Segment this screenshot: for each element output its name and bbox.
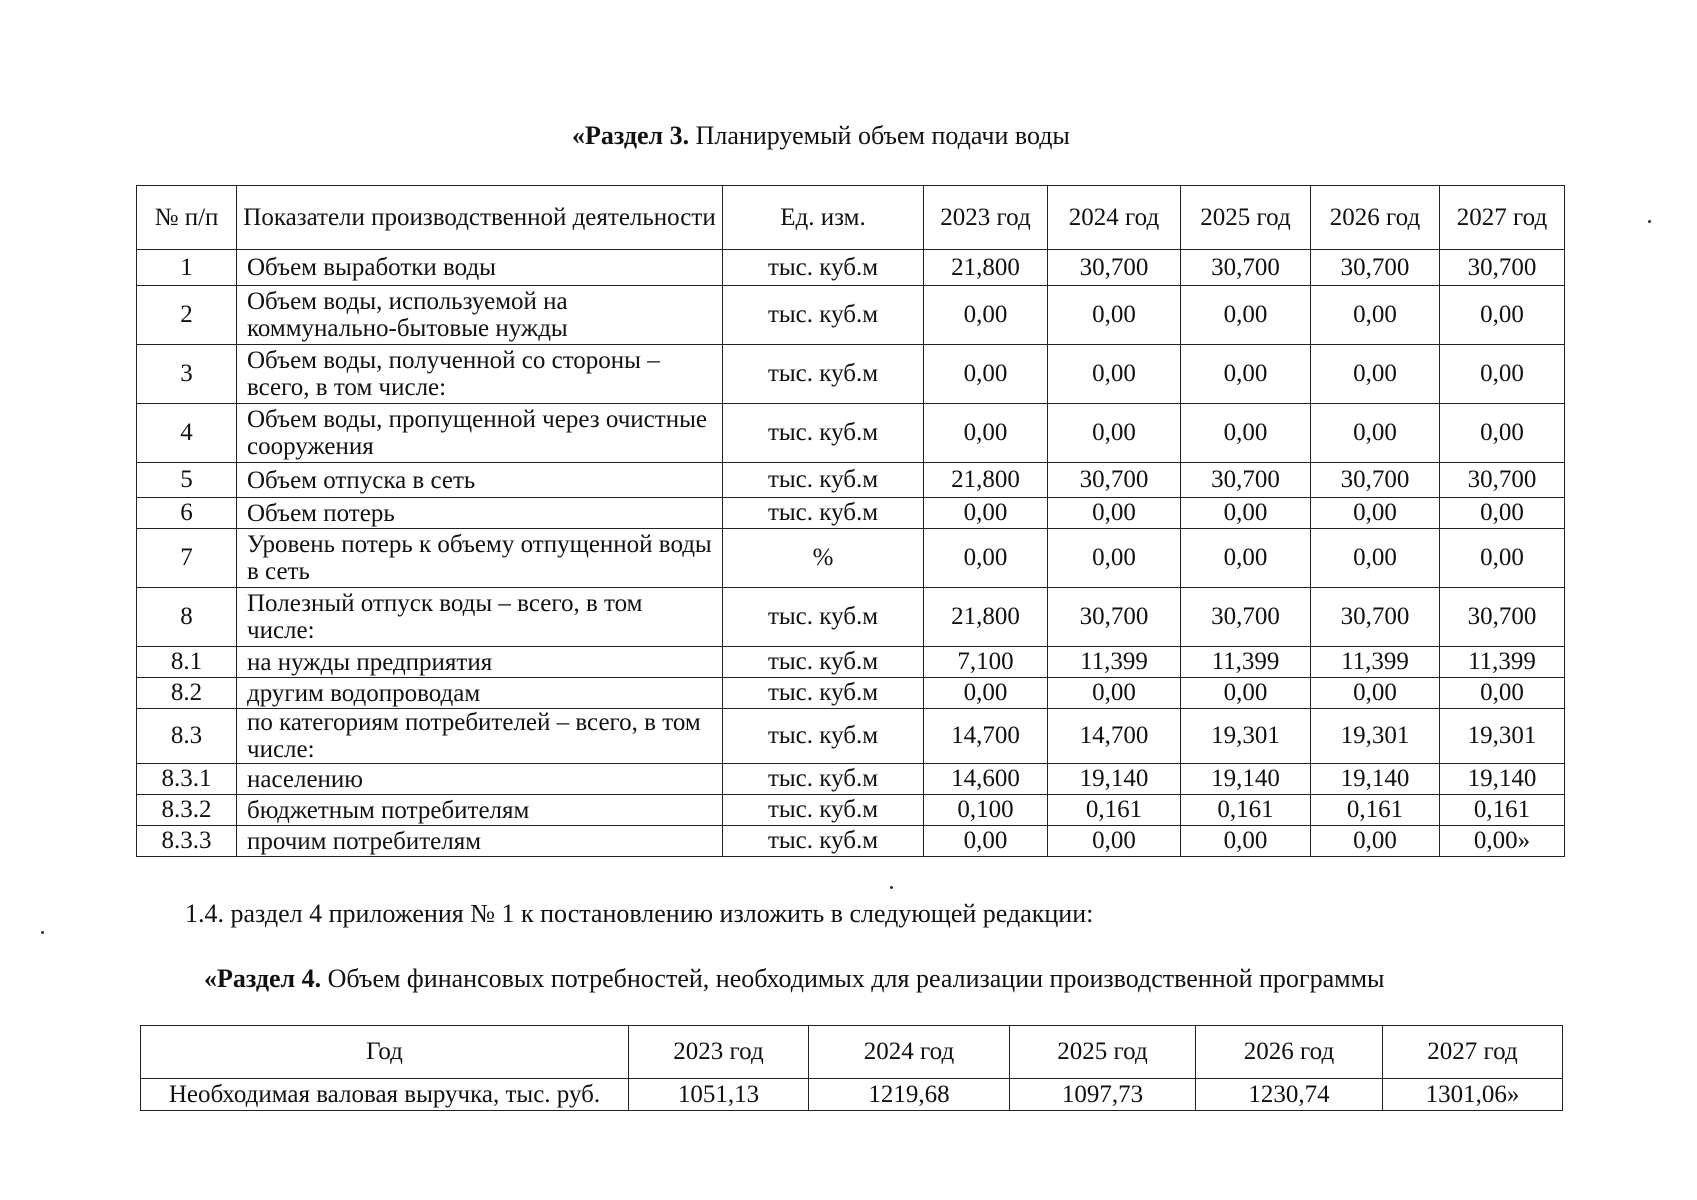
table-row [137, 795, 1565, 826]
value-2025: 0,00 [1181, 286, 1311, 345]
header-unit: Ед. изм. [723, 186, 924, 250]
row-indicator: Полезный отпуск воды – всего, в том числе: [237, 588, 723, 647]
revenue-2024: 1219,68 [809, 1079, 1010, 1111]
value-2023: 7,100 [924, 647, 1048, 678]
value-2026: 30,700 [1311, 250, 1440, 286]
row-number: 8.3.2 [137, 795, 237, 826]
value-2025: 30,700 [1181, 250, 1311, 286]
row-unit: % [723, 529, 924, 588]
value-2023: 14,700 [924, 709, 1048, 764]
value-2027: 0,00 [1440, 529, 1565, 588]
row-unit: тыс. куб.м [723, 795, 924, 826]
row-indicator: Объем воды, полученной со стороны – всего, в том числе: [237, 345, 723, 404]
row-number: 2 [137, 286, 237, 345]
table-row [137, 345, 1565, 404]
value-2027: 0,00» [1440, 826, 1565, 857]
row-number: 8.3.3 [137, 826, 237, 857]
table-header-row [137, 186, 1565, 250]
table-row [137, 529, 1565, 588]
value-2025: 0,00 [1181, 529, 1311, 588]
table-row [137, 404, 1565, 463]
value-2023: 0,00 [924, 404, 1048, 463]
row-number: 8.1 [137, 647, 237, 678]
value-2027: 30,700 [1440, 250, 1565, 286]
row-number: 4 [137, 404, 237, 463]
row-indicator: Уровень потерь к объему отпущенной воды в сеть [237, 529, 723, 588]
row-number: 8.3 [137, 709, 237, 764]
section4-title-bold: «Раздел 4. [204, 964, 322, 993]
revenue-2023: 1051,13 [629, 1079, 809, 1111]
value-2026: 11,399 [1311, 647, 1440, 678]
header-year-2024: 2024 год [809, 1026, 1010, 1079]
header-year-2023: 2023 год [924, 186, 1048, 250]
row-indicator: бюджетным потребителям [237, 795, 723, 826]
row-unit: тыс. куб.м [723, 345, 924, 404]
value-2023: 21,800 [924, 463, 1048, 498]
value-2027: 0,00 [1440, 678, 1565, 709]
row-unit: тыс. куб.м [723, 463, 924, 498]
row-indicator: Объем воды, пропущенной через очистные сооружения [237, 404, 723, 463]
water-supply-table [136, 185, 1565, 857]
header-year-2027: 2027 год [1383, 1026, 1563, 1079]
value-2026: 0,161 [1311, 795, 1440, 826]
row-number: 8.2 [137, 678, 237, 709]
section3-title-bold: «Раздел 3. [572, 121, 690, 150]
financial-needs-table [140, 1025, 1563, 1111]
value-2026: 0,00 [1311, 345, 1440, 404]
value-2026: 19,140 [1311, 764, 1440, 795]
table-row [137, 709, 1565, 764]
row-number: 8 [137, 588, 237, 647]
table-row [137, 647, 1565, 678]
value-2027: 11,399 [1440, 647, 1565, 678]
header-indicator: Показатели производственной деятельности [237, 186, 723, 250]
value-2026: 0,00 [1311, 404, 1440, 463]
table-row [137, 678, 1565, 709]
row-unit: тыс. куб.м [723, 286, 924, 345]
row-unit: тыс. куб.м [723, 404, 924, 463]
header-year-2024: 2024 год [1048, 186, 1181, 250]
table-row [137, 286, 1565, 345]
row-unit: тыс. куб.м [723, 250, 924, 286]
value-2026: 0,00 [1311, 529, 1440, 588]
row-indicator: населению [237, 764, 723, 795]
value-2024: 0,161 [1048, 795, 1181, 826]
header-year-2026: 2026 год [1311, 186, 1440, 250]
section3-title-text: Планируемый объем подачи воды [689, 121, 1070, 150]
value-2025: 30,700 [1181, 588, 1311, 647]
value-2025: 0,161 [1181, 795, 1311, 826]
section4-title [204, 964, 1385, 994]
value-2024: 30,700 [1048, 463, 1181, 498]
row-number: 3 [137, 345, 237, 404]
row-indicator: Объем отпуска в сеть [237, 463, 723, 498]
value-2026: 0,00 [1311, 498, 1440, 529]
row-indicator: Объем выработки воды [237, 250, 723, 286]
value-2027: 19,301 [1440, 709, 1565, 764]
header-year-2025: 2025 год [1181, 186, 1311, 250]
revenue-2025: 1097,73 [1010, 1079, 1196, 1111]
value-2026: 19,301 [1311, 709, 1440, 764]
row-unit: тыс. куб.м [723, 498, 924, 529]
table-row [137, 826, 1565, 857]
value-2023: 14,600 [924, 764, 1048, 795]
table-row [137, 764, 1565, 795]
value-2027: 0,161 [1440, 795, 1565, 826]
row-indicator: другим водопроводам [237, 678, 723, 709]
value-2024: 11,399 [1048, 647, 1181, 678]
value-2023: 21,800 [924, 250, 1048, 286]
value-2025: 0,00 [1181, 345, 1311, 404]
table-row [141, 1079, 1563, 1111]
scan-speck [1648, 220, 1651, 223]
value-2027: 0,00 [1440, 498, 1565, 529]
value-2025: 19,140 [1181, 764, 1311, 795]
value-2027: 30,700 [1440, 588, 1565, 647]
row-number: 1 [137, 250, 237, 286]
row-unit: тыс. куб.м [723, 709, 924, 764]
value-2023: 0,100 [924, 795, 1048, 826]
section4-title-text: Объем финансовых потребностей, необходимых для реализации производственной программы [321, 964, 1385, 993]
table-row [137, 463, 1565, 498]
value-2026: 30,700 [1311, 588, 1440, 647]
table-body [137, 250, 1565, 857]
value-2024: 0,00 [1048, 678, 1181, 709]
revenue-label: Необходимая валовая выручка, тыс. руб. [141, 1079, 629, 1111]
value-2023: 21,800 [924, 588, 1048, 647]
header-number: № п/п [137, 186, 237, 250]
value-2024: 19,140 [1048, 764, 1181, 795]
row-indicator: Объем воды, используемой на коммунально-бытовые нужды [237, 286, 723, 345]
table-header-row [141, 1026, 1563, 1079]
value-2026: 0,00 [1311, 286, 1440, 345]
value-2025: 0,00 [1181, 826, 1311, 857]
header-year-2023: 2023 год [629, 1026, 809, 1079]
row-number: 5 [137, 463, 237, 498]
value-2025: 0,00 [1181, 404, 1311, 463]
scan-speck [890, 886, 893, 889]
value-2025: 0,00 [1181, 498, 1311, 529]
table-row [137, 588, 1565, 647]
row-number: 8.3.1 [137, 764, 237, 795]
value-2026: 0,00 [1311, 678, 1440, 709]
value-2025: 19,301 [1181, 709, 1311, 764]
table-row [137, 250, 1565, 286]
row-unit: тыс. куб.м [723, 764, 924, 795]
header-year-2025: 2025 год [1010, 1026, 1196, 1079]
value-2024: 30,700 [1048, 588, 1181, 647]
row-indicator: прочим потребителям [237, 826, 723, 857]
value-2024: 0,00 [1048, 286, 1181, 345]
row-indicator: на нужды предприятия [237, 647, 723, 678]
amendment-paragraph: 1.4. раздел 4 приложения № 1 к постановлению изложить в следующей редакции: [185, 899, 1094, 928]
value-2023: 0,00 [924, 826, 1048, 857]
row-unit: тыс. куб.м [723, 647, 924, 678]
row-unit: тыс. куб.м [723, 826, 924, 857]
value-2025: 0,00 [1181, 678, 1311, 709]
row-number: 7 [137, 529, 237, 588]
header-year: Год [141, 1026, 629, 1079]
value-2027: 0,00 [1440, 404, 1565, 463]
revenue-2027: 1301,06» [1383, 1079, 1563, 1111]
value-2024: 0,00 [1048, 529, 1181, 588]
table-row [137, 498, 1565, 529]
value-2027: 0,00 [1440, 345, 1565, 404]
value-2027: 19,140 [1440, 764, 1565, 795]
section3-title [572, 121, 1070, 151]
value-2023: 0,00 [924, 286, 1048, 345]
value-2024: 0,00 [1048, 498, 1181, 529]
value-2023: 0,00 [924, 678, 1048, 709]
value-2027: 30,700 [1440, 463, 1565, 498]
row-indicator: по категориям потребителей – всего, в том числе: [237, 709, 723, 764]
value-2024: 14,700 [1048, 709, 1181, 764]
value-2026: 0,00 [1311, 826, 1440, 857]
value-2025: 11,399 [1181, 647, 1311, 678]
row-unit: тыс. куб.м [723, 678, 924, 709]
value-2024: 0,00 [1048, 826, 1181, 857]
value-2023: 0,00 [924, 498, 1048, 529]
value-2023: 0,00 [924, 529, 1048, 588]
revenue-2026: 1230,74 [1196, 1079, 1383, 1111]
value-2025: 30,700 [1181, 463, 1311, 498]
header-year-2027: 2027 год [1440, 186, 1565, 250]
value-2027: 0,00 [1440, 286, 1565, 345]
value-2024: 30,700 [1048, 250, 1181, 286]
row-indicator: Объем потерь [237, 498, 723, 529]
scan-speck [41, 931, 44, 934]
row-number: 6 [137, 498, 237, 529]
value-2024: 0,00 [1048, 404, 1181, 463]
value-2023: 0,00 [924, 345, 1048, 404]
row-unit: тыс. куб.м [723, 588, 924, 647]
header-year-2026: 2026 год [1196, 1026, 1383, 1079]
value-2026: 30,700 [1311, 463, 1440, 498]
value-2024: 0,00 [1048, 345, 1181, 404]
